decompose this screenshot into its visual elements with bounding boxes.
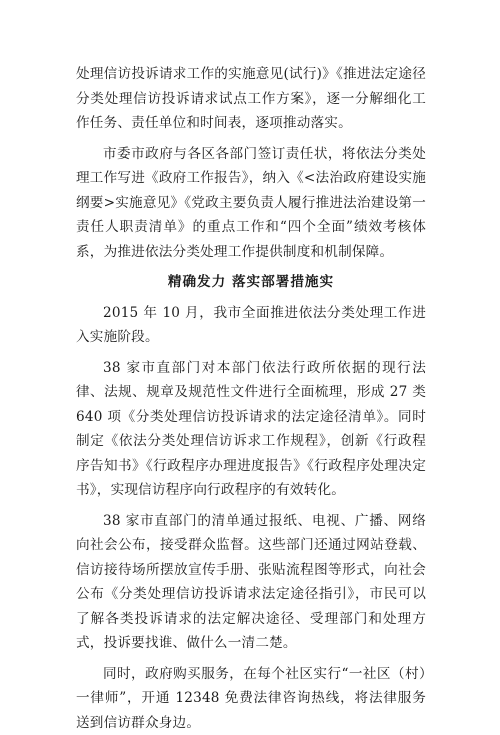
paragraph-legal-services: 同时，政府购买服务，在每个社区实行“一社区（村）一律师”，开通 12348 免费法律咨询热线，将法律服务送到信访群众身边。 xyxy=(76,662,426,735)
paragraph-department-review: 38 家市直部门对本部门依法行政所依据的现行法律、法规、规章及规范性文件进行全面梳理，形成 27 类 640 项《分类处理信访投诉请求的法定途径清单》。同时制定《依法分类处理信访诉求工作规程》，创新《行政程序告知书》《行政程序办理进度报告》《行政程序处理决定书》，实现信访程序向行政程序的有效转化。 xyxy=(76,356,426,503)
paragraph-responsibility: 市委市政府与各区各部门签订责任状，将依法分类处理工作写进《政府工作报告》，纳入《<法治政府建设实施纲要>实施意见》《党政主要负责人履行推进法治建设第一责任人职责清单》的重点工作和“四个全面”绩效考核体系，为推进依法分类处理工作提供制度和机制保障。 xyxy=(76,142,426,265)
paragraph-continuation: 处理信访投诉请求工作的实施意见(试行)》《推进法定途径分类处理信访投诉请求试点工作方案》，逐一分解细化工作任务、责任单位和时间表，逐项推动落实。 xyxy=(76,62,426,136)
document-page xyxy=(76,62,426,735)
section-heading: 精确发力 落实部署措施实 xyxy=(76,270,426,295)
paragraph-public-disclosure: 38 家市直部门的清单通过报纸、电视、广播、网络向社会公布，接受群众监督。这些部门还通过网站登载、信访接待场所摆放宣传手册、张贴流程图等形式，向社会公布《分类处理信访投诉请求法定途径指引》，市民可以了解各类投诉请求的法定解决途径、受理部门和处理方式，投诉要找谁、做什么一清二楚。 xyxy=(76,509,426,656)
paragraph-implementation-date: 2015 年 10 月，我市全面推进依法分类处理工作进入实施阶段。 xyxy=(76,301,426,350)
